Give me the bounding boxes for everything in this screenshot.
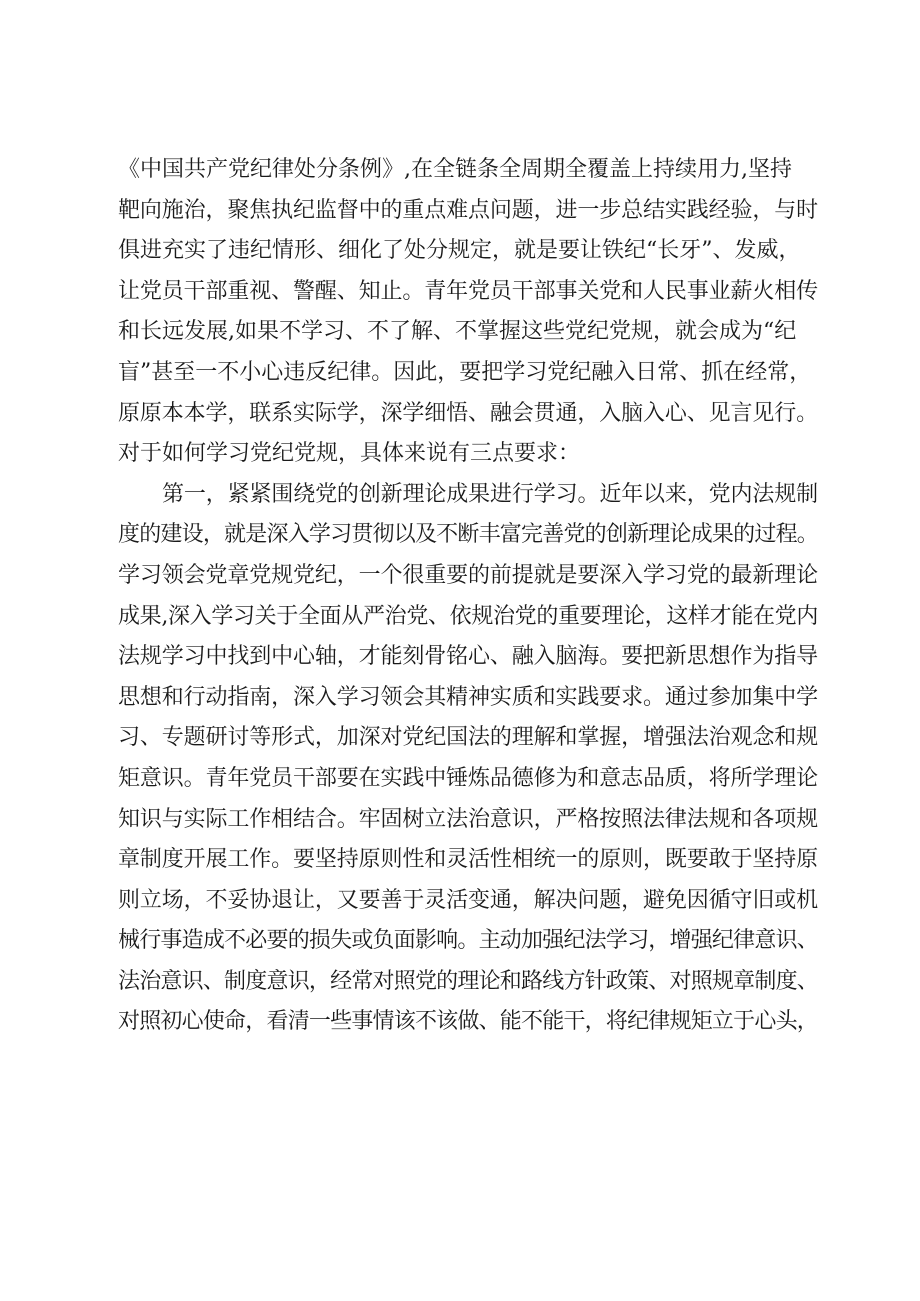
- text-line: 《中国共产党纪律处分条例》,在全链条全周期全覆盖上持续用力,坚持: [118, 157, 792, 182]
- text-line: 械行事造成不必要的损失或负面影响。主动加强纪法学习，增强纪律意识、: [118, 928, 818, 954]
- text-line: 思想和行动指南，深入学习领会其精神实质和实践要求。通过参加集中学: [118, 684, 818, 710]
- text-line: 俱进充实了违纪情形、细化了处分规定，就是要让铁纪“长牙”、发威，: [118, 238, 801, 264]
- text-line: 对于如何学习党纪党规，具体来说有三点要求：: [118, 441, 581, 467]
- text-line: 成果,深入学习关于全面从严治党、依规治党的重要理论，这样才能在党内: [118, 603, 818, 629]
- paragraph-first-line: 第一，紧紧围绕党的创新理论成果进行学习。近年以来，党内法规制: [162, 481, 818, 507]
- text-line: 矩意识。青年党员干部要在实践中锤炼品德修为和意志品质，将所学理论: [118, 765, 818, 791]
- text-line: 则立场，不妥协退让，又要善于灵活变通，解决问题，避免因循守旧或机: [118, 887, 818, 913]
- text-line: 和长远发展,如果不学习、不了解、不掌握这些党纪党规，就会成为“纪: [118, 319, 797, 345]
- text-line: 让党员干部重视、警醒、知止。青年党员干部事关党和人民事业薪火相传: [118, 278, 818, 304]
- text-line: 法规学习中找到中心轴，才能刻骨铭心、融入脑海。要把新思想作为指导: [118, 644, 818, 670]
- text-line: 盲”甚至一不小心违反纪律。因此，要把学习党纪融入日常、抓在经常，: [118, 359, 812, 385]
- text-line: 学习领会党章党规党纪，一个很重要的前提就是要深入学习党的最新理论: [118, 562, 818, 588]
- body-text: [118, 150, 818, 1043]
- text-line: 习、专题研讨等形式，加深对党纪国法的理解和掌握，增强法治观念和规: [118, 725, 818, 751]
- text-line: 靶向施治，聚焦执纪监督中的重点难点问题，进一步总结实践经验，与时: [118, 197, 818, 223]
- text-line: 对照初心使命，看清一些事情该不该做、能不能干，将纪律规矩立于心头，: [118, 1009, 818, 1035]
- text-line: 度的建设，就是深入学习贯彻以及不断丰富完善党的创新理论成果的过程。: [118, 522, 818, 548]
- text-line: 章制度开展工作。要坚持原则性和灵活性相统一的原则，既要敢于坚持原: [118, 847, 818, 873]
- text-line: 知识与实际工作相结合。牢固树立法治意识，严格按照法律法规和各项规: [118, 806, 818, 832]
- text-line: 法治意识、制度意识，经常对照党的理论和路线方针政策、对照规章制度、: [118, 968, 818, 994]
- text-line: 原原本本学，联系实际学，深学细悟、融会贯通，入脑入心、见言见行。: [118, 400, 818, 426]
